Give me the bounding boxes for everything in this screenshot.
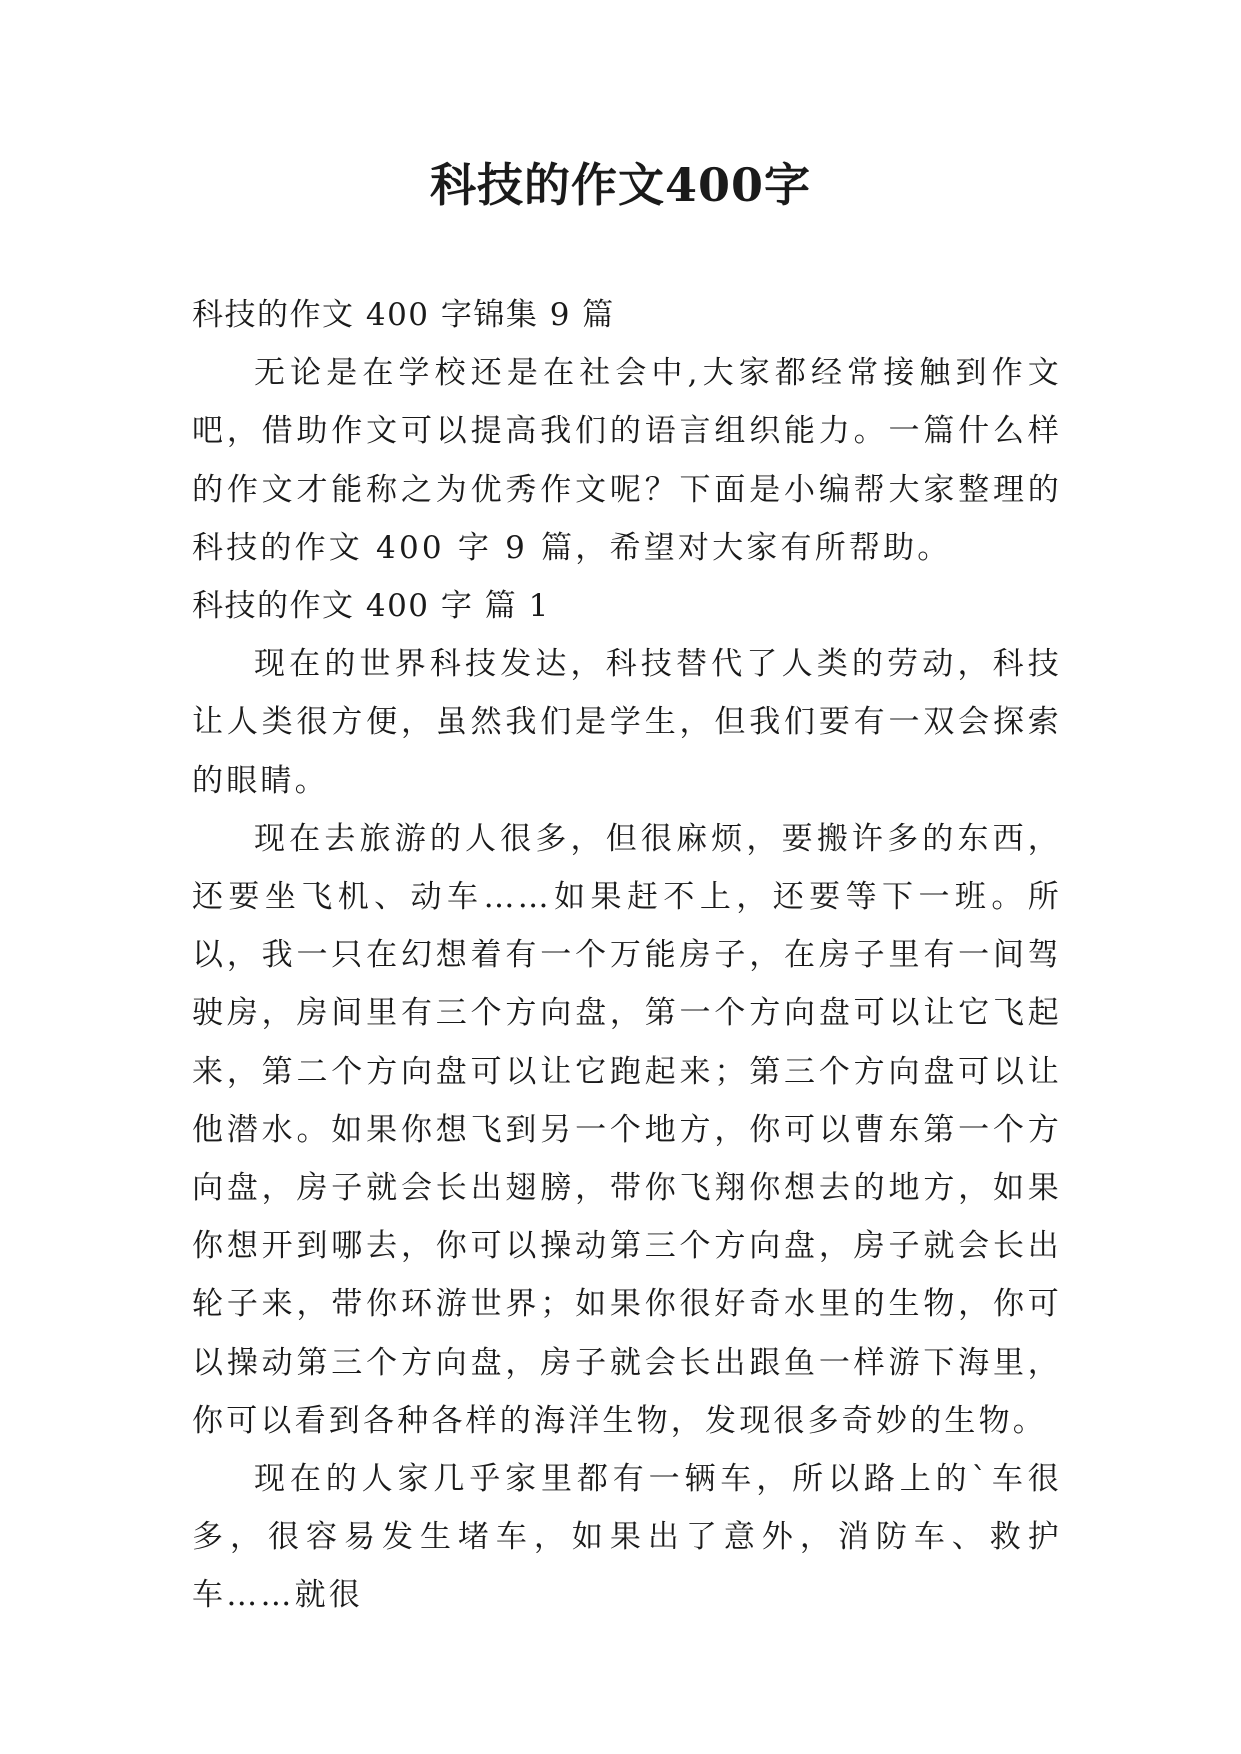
document-title: 科技的作文400字 (429, 158, 812, 212)
document-body (192, 286, 1062, 1625)
section-heading: 科技的作文 400 字 篇 1 (192, 588, 550, 625)
collection-subtitle: 科技的作文 400 字锦集 9 篇 (192, 297, 615, 333)
body-paragraph: 现在的人家几乎家里都有一辆车，所以路上的`车很多，很容易发生堵车，如果出了意外，消防车、救护车……就很 (192, 1461, 1062, 1614)
body-paragraph: 现在去旅游的人很多，但很麻烦，要搬许多的东西，还要坐飞机、动车……如果赶不上，还要等下一班。所以，我一只在幻想着有一个万能房子，在房子里有一间驾驶房，房间里有三个方向盘，第一个方向盘可以让它飞起来，第二个方向盘可以让它跑起来；第三个方向盘可以让他潜水。如果你想飞到另一个地方，你可以曹东第一个方向盘，房子就会长出翅膀，带你飞翔你想去的地方，如果你想开到哪去，你可以操动第三个方向盘，房子就会长出轮子来，带你环游世界；如果你很好奇水里的生物，你可以操动第三个方向盘，房子就会长出跟鱼一样游下海里，你可以看到各种各样的海洋生物，发现很多奇妙的生物。 (192, 820, 1062, 1439)
intro-paragraph: 无论是在学校还是在社会中,大家都经常接触到作文吧，借助作文可以提高我们的语言组织能力。一篇什么样的作文才能称之为优秀作文呢？下面是小编帮大家整理的科技的作文 400 字 9 篇，希望对大家有所帮助。 (192, 355, 1062, 566)
body-paragraph: 现在的世界科技发达，科技替代了人类的劳动，科技让人类很方便，虽然我们是学生，但我们要有一双会探索的眼睛。 (192, 646, 1062, 799)
